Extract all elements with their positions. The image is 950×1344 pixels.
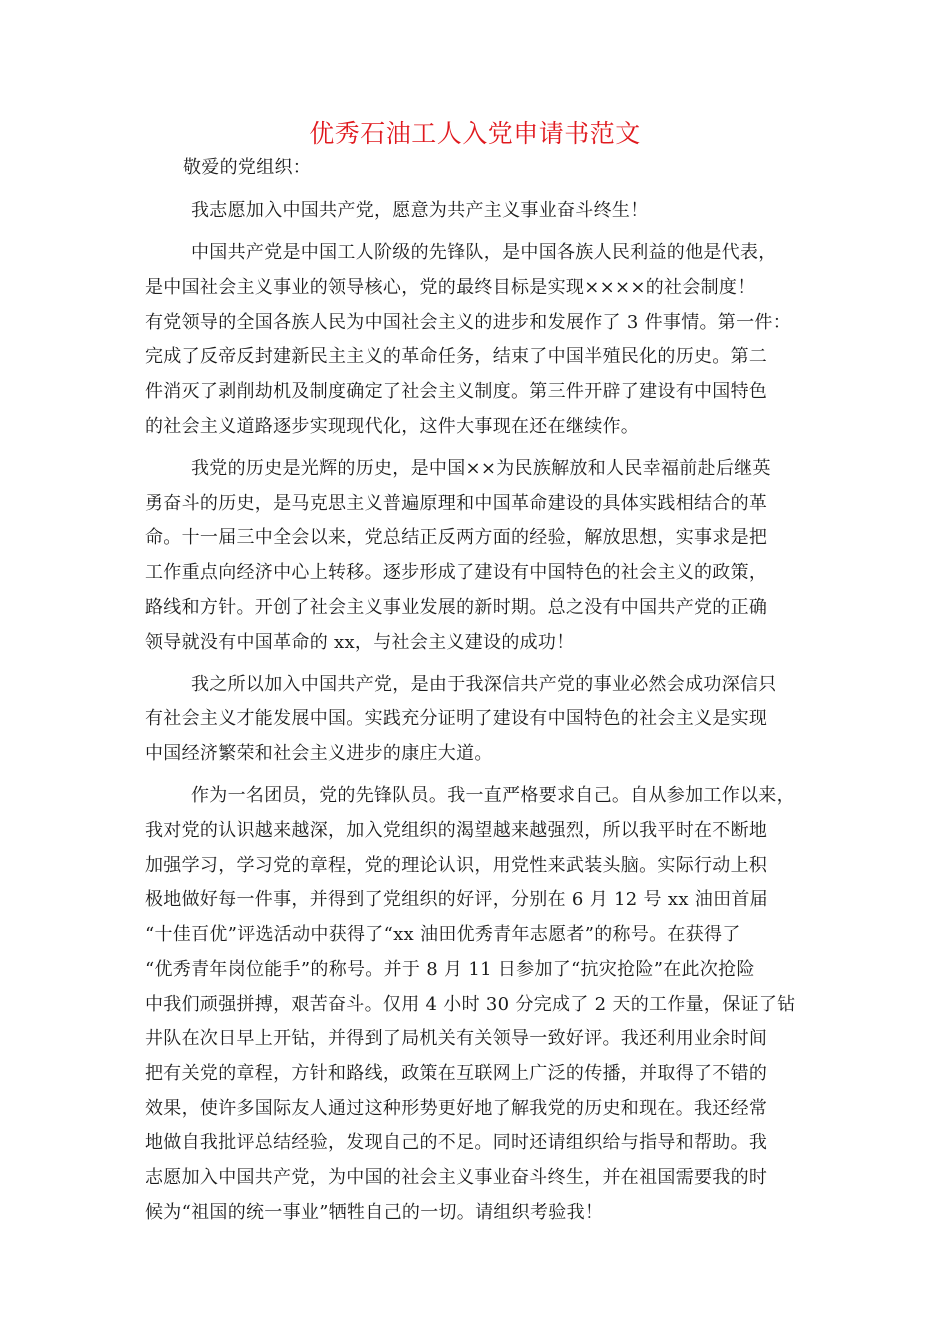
- paragraph-line: 有党领导的全国各族人民为中国社会主义的进步和发展作了 3 件事情。第一件：: [145, 312, 791, 333]
- document-title: 优秀石油工人入党申请书范文: [309, 119, 641, 148]
- paragraph-line: “优秀青年岗位能手”的称号。并于 8 月 11 日参加了“抗灾抢险”在此次抢险: [145, 959, 755, 980]
- paragraph-line: 作为一名团员，党的先锋队员。我一直严格要求自己。自从参加工作以来，: [191, 785, 795, 806]
- paragraph-line: “十佳百优”评选活动中获得了“xx 油田优秀青年志愿者”的称号。在获得了: [145, 924, 741, 945]
- paragraph-line: 工作重点向经济中心上转移。逐步形成了建设有中国特色的社会主义的政策，: [145, 562, 768, 583]
- paragraph-line: 的社会主义道路逐步实现现代化，这件大事现在还在继续作。: [145, 416, 640, 437]
- paragraph-line: 有社会主义才能发展中国。实践充分证明了建设有中国特色的社会主义是实现: [145, 708, 768, 729]
- paragraph-line: 命。十一届三中全会以来，党总结正反两方面的经验，解放思想，实事求是把: [145, 527, 768, 548]
- salutation: 敬爱的党组织：: [183, 157, 312, 178]
- paragraph-line: 把有关党的章程，方针和路线，政策在互联网上广泛的传播，并取得了不错的: [145, 1063, 768, 1084]
- paragraph-line: 我党的历史是光辉的历史，是中国××为民族解放和人民幸福前赴后继英: [191, 458, 771, 479]
- paragraph-line: 勇奋斗的历史，是马克思主义普遍原理和中国革命建设的具体实践相结合的革: [145, 493, 768, 514]
- paragraph-line: 地做自我批评总结经验，发现自己的不足。同时还请组织给与指导和帮助。我: [145, 1132, 768, 1153]
- paragraph-line: 我志愿加入中国共产党，愿意为共产主义事业奋斗终生！: [191, 200, 649, 221]
- paragraph-line: 中国共产党是中国工人阶级的先锋队，是中国各族人民利益的他是代表，: [191, 242, 777, 263]
- paragraph-line: 极地做好每一件事，并得到了党组织的好评，分别在 6 月 12 号 xx 油田首届: [145, 889, 768, 910]
- paragraph-line: 志愿加入中国共产党，为中国的社会主义事业奋斗终生，并在祖国需要我的时: [145, 1167, 768, 1188]
- paragraph-line: 件消灭了剥削劫机及制度确定了社会主义制度。第三件开辟了建设有中国特色: [145, 381, 768, 402]
- paragraph-line: 我对党的认识越来越深，加入党组织的渴望越来越强烈，所以我平时在不断地: [145, 820, 768, 841]
- paragraph-line: 是中国社会主义事业的领导核心，党的最终目标是实现××××的社会制度！: [145, 277, 756, 298]
- paragraph-line: 完成了反帝反封建新民主主义的革命任务，结束了中国半殖民化的历史。第二: [145, 346, 768, 367]
- paragraph-line: 中我们顽强拼搏，艰苦奋斗。仅用 4 小时 30 分完成了 2 天的工作量，保证了钻: [145, 994, 796, 1015]
- paragraph-line: 效果，使许多国际友人通过这种形势更好地了解我党的历史和现在。我还经常: [145, 1098, 768, 1119]
- paragraph-line: 路线和方针。开创了社会主义事业发展的新时期。总之没有中国共产党的正确: [145, 597, 768, 618]
- paragraph-line: 候为“祖国的统一事业”牺牲自己的一切。请组织考验我！: [145, 1202, 604, 1223]
- paragraph-line: 井队在次日早上开钻，并得到了局机关有关领导一致好评。我还利用业余时间: [145, 1028, 768, 1049]
- paragraph-line: 领导就没有中国革命的 xx，与社会主义建设的成功！: [145, 632, 575, 653]
- paragraph-line: 加强学习，学习党的章程，党的理论认识，用党性来武装头脑。实际行动上积: [145, 855, 768, 876]
- paragraph-line: 我之所以加入中国共产党，是由于我深信共产党的事业必然会成功深信只: [191, 674, 777, 695]
- paragraph-line: 中国经济繁荣和社会主义进步的康庄大道。: [145, 743, 493, 764]
